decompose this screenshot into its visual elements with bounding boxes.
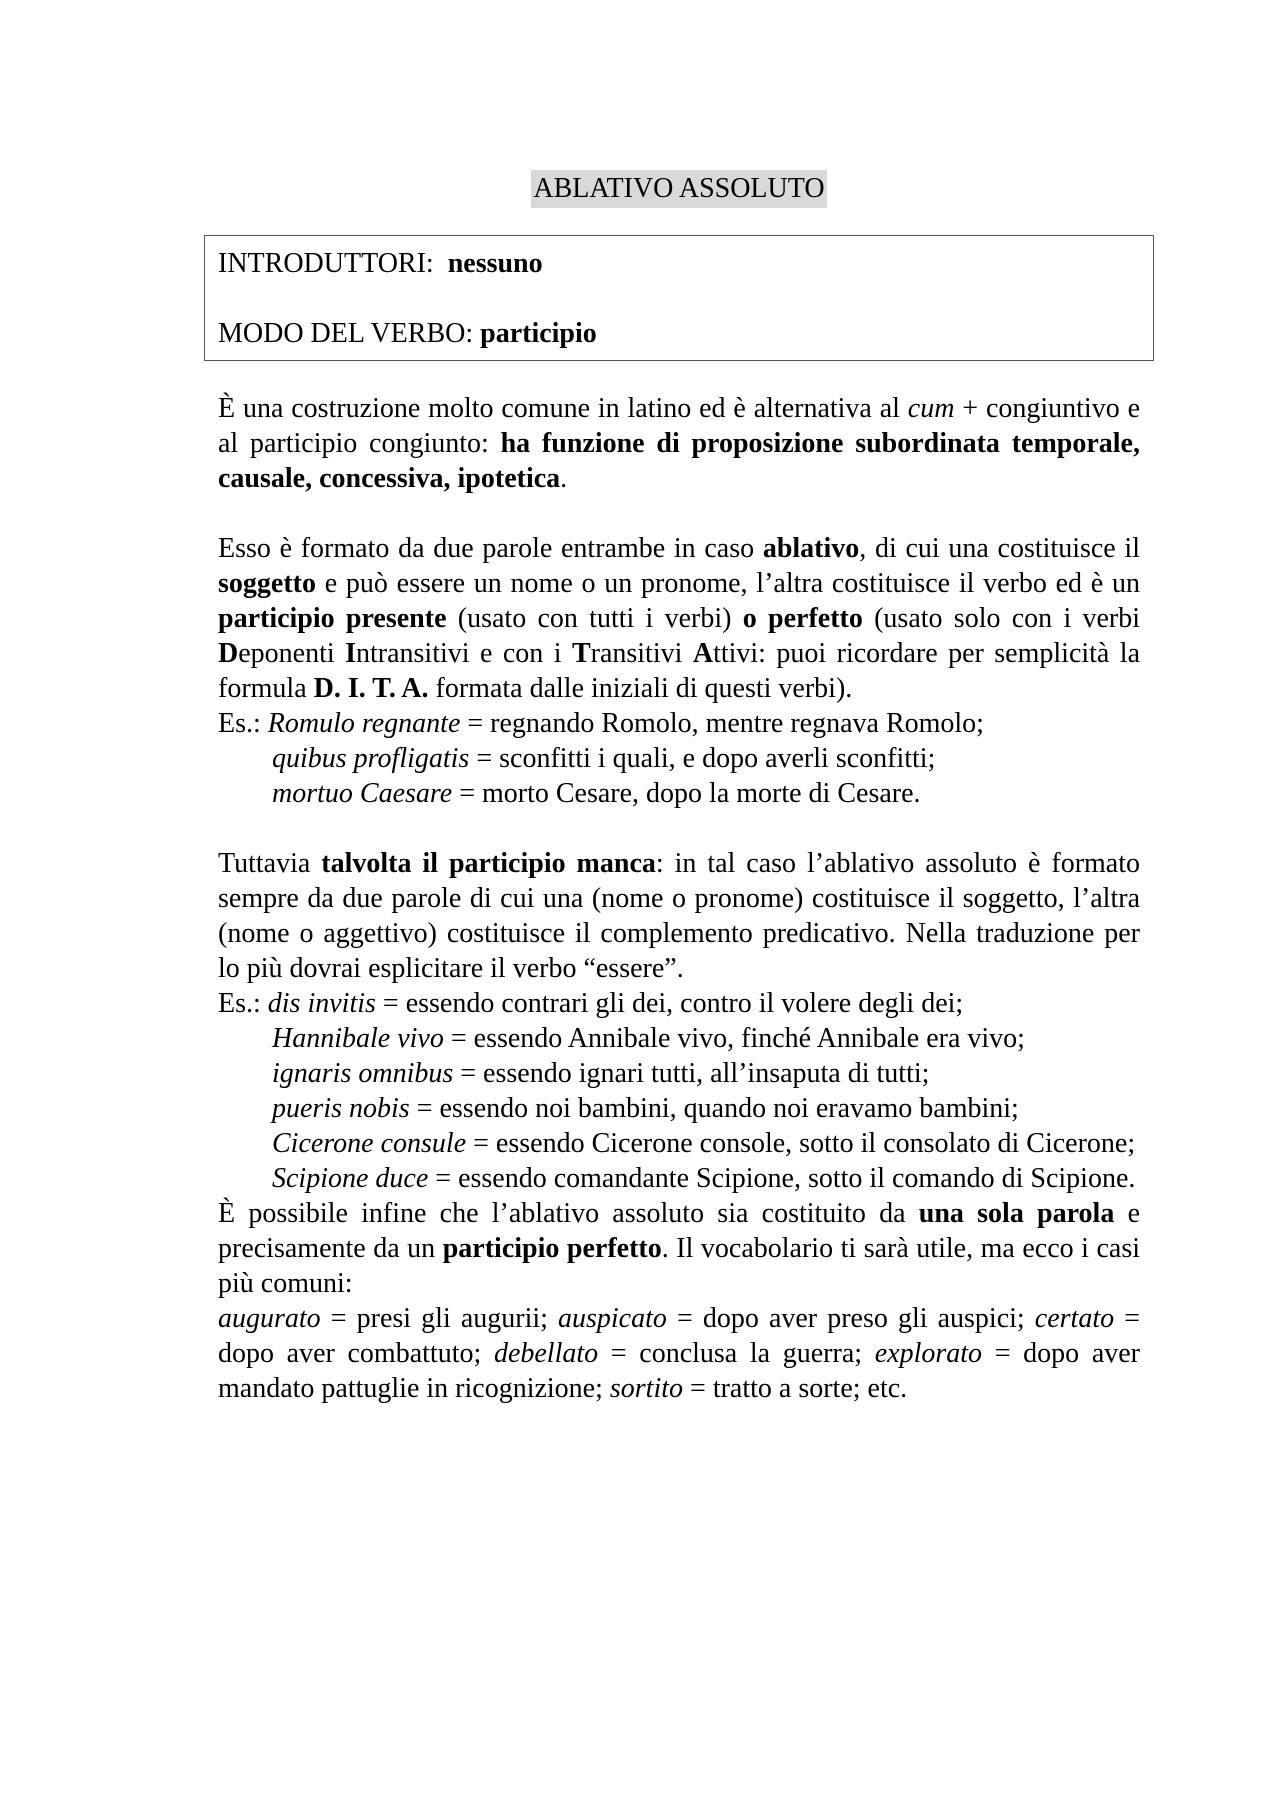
text-bold: participio presente (218, 603, 447, 634)
paragraph-formation (218, 531, 1140, 706)
translation: = presi gli augurii; (320, 1303, 558, 1334)
text-bold: A (692, 638, 714, 669)
text-bold: D (218, 638, 239, 669)
text-bold: o (742, 603, 757, 634)
introduttori-value: nessuno (447, 248, 543, 279)
translation: = dopo aver combattuto; (218, 1303, 1140, 1369)
text: e precisamente da un (218, 1198, 1140, 1264)
paragraph-common-cases (218, 1301, 1140, 1406)
modo-line (218, 316, 1140, 351)
example-line (218, 1161, 1140, 1196)
paragraph-intro (218, 391, 1140, 496)
example-line (218, 1056, 1140, 1091)
example-line (218, 1091, 1140, 1126)
translation: = tratto a sorte; etc. (683, 1373, 908, 1404)
text: Tuttavia (218, 848, 322, 879)
translation: = essendo Annibale vivo, finché Annibale era vivo; (443, 1023, 1025, 1054)
translation: = essendo comandante Scipione, sotto il comando di Scipione. (428, 1163, 1136, 1194)
text-bold: una sola parola (918, 1198, 1115, 1229)
examples-label: Es.: (218, 708, 268, 739)
latin-phrase: quibus profligatis (272, 743, 470, 774)
latin-phrase: pueris nobis (272, 1093, 410, 1124)
introduttori-line (218, 246, 1140, 281)
latin-phrase: certato (1034, 1303, 1115, 1334)
latin-phrase: Romulo regnante (267, 708, 461, 739)
text-bold: D. I. T. A. (313, 673, 429, 704)
text-bold: ablativo (762, 533, 860, 564)
example-line (218, 706, 1140, 741)
modo-value: participio (480, 318, 597, 349)
latin-phrase: dis invitis (267, 988, 376, 1019)
page-title: ABLATIVO ASSOLUTO (531, 170, 826, 208)
latin-phrase: debellato (493, 1338, 599, 1369)
latin-phrase: augurato (218, 1303, 321, 1334)
text: e può essere un nome o un pronome, l’altra costituisce il verbo ed è un (315, 568, 1140, 599)
text-bold: perfetto (768, 603, 863, 634)
examples-label: Es.: (218, 988, 268, 1019)
introduttori-label: INTRODUTTORI: (218, 248, 434, 279)
summary-box (204, 235, 1154, 361)
text-bold: T (571, 638, 591, 669)
modo-label: MODO DEL VERBO: (218, 318, 474, 349)
translation: = essendo ignari tutti, all’insaputa di tutti; (453, 1058, 930, 1089)
latin-phrase: sortito (609, 1373, 684, 1404)
latin-phrase: Hannibale vivo (272, 1023, 444, 1054)
text: È una costruzione molto comune in latino ed è alternativa al (218, 393, 908, 424)
latin-phrase: auspicato (558, 1303, 667, 1334)
translation: = essendo contrari gli dei, contro il volere degli dei; (375, 988, 964, 1019)
text-bold: ha funzione di proposizione subordinata temporale, causale, concessiva, ipotetica (218, 428, 1140, 494)
text: (usato solo con i verbi (862, 603, 1141, 634)
text: formata dalle iniziali di questi verbi). (428, 673, 853, 704)
latin-phrase: ignaris omnibus (272, 1058, 454, 1089)
example-line (218, 986, 1140, 1021)
text: ransitivi (590, 638, 693, 669)
paragraph-single-word (218, 1196, 1140, 1301)
example-line (218, 776, 1140, 811)
latin-phrase: explorato (874, 1338, 983, 1369)
translation: = sconfitti i quali, e dopo averli sconfitti; (469, 743, 936, 774)
text: . Il vocabolario ti sarà utile, ma ecco i casi più comuni: (218, 1233, 1140, 1299)
text-bold: I (345, 638, 356, 669)
text (757, 603, 768, 634)
translation: = dopo aver mandato pattuglie in ricognizione; (218, 1338, 1140, 1404)
text-bold: soggetto (218, 568, 316, 599)
text: eponenti (238, 638, 346, 669)
latin-phrase: Cicerone consule (272, 1128, 467, 1159)
example-line (218, 1126, 1140, 1161)
text: (usato con tutti i verbi) (446, 603, 743, 634)
translation: = essendo Cicerone console, sotto il consolato di Cicerone; (466, 1128, 1136, 1159)
text: ntransitivi e con i (356, 638, 572, 669)
examples-no-participle (218, 986, 1140, 1196)
translation: = conclusa la guerra; (598, 1338, 875, 1369)
latin-phrase: Scipione duce (272, 1163, 429, 1194)
examples-participle (218, 706, 1140, 811)
paragraph-no-participle (218, 846, 1140, 986)
text: + congiuntivo e al participio congiunto: (218, 393, 1140, 459)
translation: = morto Cesare, dopo la morte di Cesare. (452, 778, 921, 809)
text: . (560, 463, 568, 494)
translation: = essendo noi bambini, quando noi eravamo bambini; (409, 1093, 1019, 1124)
title-wrap (204, 170, 1154, 210)
example-line (218, 1021, 1140, 1056)
text: È possibile infine che l’ablativo assoluto sia costituito da (218, 1198, 919, 1229)
document-page (218, 170, 1140, 1406)
text-bold: talvolta il participio manca (321, 848, 656, 879)
text: : in tal caso l’ablativo assoluto è formato sempre da due parole di cui una (nome o pronome) costituisce il soggetto, l’altra (nome o aggettivo) costituisce il complemento predicativo. Nella traduzione per lo più dovrai esplicitare il verbo “essere”. (218, 848, 1140, 984)
text-bold: participio perfetto (442, 1233, 662, 1264)
example-line (218, 741, 1140, 776)
text: Esso è formato da due parole entrambe in caso (218, 533, 763, 564)
translation: = dopo aver preso gli auspici; (666, 1303, 1035, 1334)
translation: = regnando Romolo, mentre regnava Romolo; (460, 708, 984, 739)
latin-phrase: mortuo Caesare (272, 778, 453, 809)
text: , di cui una costituisce il (859, 533, 1140, 564)
text: ttivi: puoi ricordare per semplicità la formula (218, 638, 1140, 704)
text-italic: cum (907, 393, 955, 424)
